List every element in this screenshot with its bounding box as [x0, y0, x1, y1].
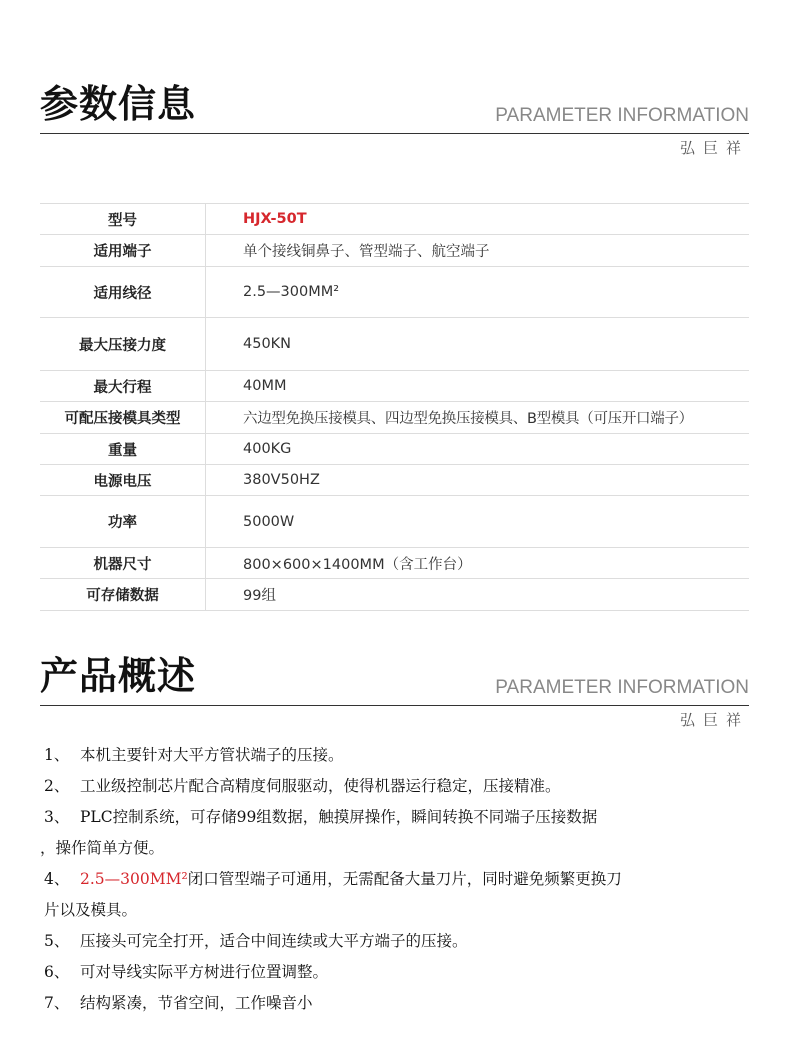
table-row [40, 235, 749, 267]
list-item-text: 本机主要针对大平方管状端子的压接。 [80, 746, 344, 764]
param-value: 800×600×1400MM（含工作台） [206, 548, 750, 579]
param-value: 单个接线铜鼻子、管型端子、航空端子 [206, 235, 750, 267]
table-row [40, 267, 749, 318]
list-item-text: ，操作简单方便。 [40, 839, 165, 857]
table-row [40, 318, 749, 371]
param-value: 400KG [206, 434, 750, 465]
section-divider [40, 133, 749, 134]
param-value: 450KN [206, 318, 750, 371]
param-label: 最大行程 [40, 371, 206, 402]
param-section-subtitle: PARAMETER INFORMATION [495, 105, 749, 126]
param-label: 电源电压 [40, 465, 206, 496]
param-label: 适用端子 [40, 235, 206, 267]
param-section-title: 参数信息 [40, 82, 197, 126]
param-value: 40MM [206, 371, 750, 402]
list-item-number: 4、 [44, 870, 70, 888]
list-item-text: 可对导线实际平方树进行位置调整。 [80, 963, 329, 981]
table-row [40, 579, 749, 611]
list-item-text: 结构紧凑，节省空间，工作噪音小 [80, 994, 313, 1012]
param-value-model: HJX-50T [206, 204, 750, 235]
param-value: 380V50HZ [206, 465, 750, 496]
param-section-header [40, 72, 749, 134]
param-value: 99组 [206, 579, 750, 611]
list-item [44, 926, 754, 957]
param-label: 功率 [40, 496, 206, 548]
list-item-number: 6、 [44, 963, 70, 981]
list-item [44, 802, 754, 833]
param-label: 最大压接力度 [40, 318, 206, 371]
list-item-number: 7、 [44, 994, 70, 1012]
list-item-text: PLC控制系统，可存储99组数据，触摸屏操作，瞬间转换不同端子压接数据 [80, 808, 598, 826]
list-item [44, 740, 754, 771]
list-item-number: 2、 [44, 777, 70, 795]
param-value: 2.5—300MM² [206, 267, 750, 318]
table-row [40, 371, 749, 402]
table-row [40, 548, 749, 579]
product-overview-list [40, 740, 754, 1019]
wire-range-highlight: 2.5—300MM² [80, 870, 188, 888]
list-item-text: 片以及模具。 [44, 901, 138, 919]
list-item-number: 1、 [44, 746, 70, 764]
parameter-table [40, 203, 749, 611]
section-divider [40, 705, 749, 706]
list-item [44, 771, 754, 802]
table-row [40, 496, 749, 548]
param-label: 可存储数据 [40, 579, 206, 611]
list-item-text: 闭口管型端子可通用，无需配备大量刀片，同时避免频繁更换刀 [187, 870, 622, 888]
list-item-text: 压接头可完全打开，适合中间连续或大平方端子的压接。 [80, 932, 468, 950]
param-label: 适用线径 [40, 267, 206, 318]
table-row [40, 402, 749, 434]
list-item [44, 957, 754, 988]
overview-section-title: 产品概述 [40, 654, 197, 698]
list-item-number: 5、 [44, 932, 70, 950]
list-item [44, 988, 754, 1019]
param-label: 重量 [40, 434, 206, 465]
table-row [40, 434, 749, 465]
table-row [40, 465, 749, 496]
list-item-continuation [40, 833, 754, 864]
param-label: 型号 [40, 204, 206, 235]
list-item-continuation [44, 895, 754, 926]
list-item-text: 工业级控制芯片配合高精度伺服驱动，使得机器运行稳定，压接精准。 [80, 777, 561, 795]
param-value: 5000W [206, 496, 750, 548]
list-item-number: 3、 [44, 808, 70, 826]
table-row [40, 204, 749, 235]
brand-name: 弘巨祥 [679, 139, 749, 157]
param-value: 六边型免换压接模具、四边型免换压接模具、B型模具（可压开口端子） [206, 402, 750, 434]
overview-section-subtitle: PARAMETER INFORMATION [495, 677, 749, 698]
param-label: 机器尺寸 [40, 548, 206, 579]
param-label: 可配压接模具类型 [40, 402, 206, 434]
overview-section-header [40, 645, 749, 706]
brand-name: 弘巨祥 [679, 711, 749, 729]
list-item [44, 864, 754, 895]
